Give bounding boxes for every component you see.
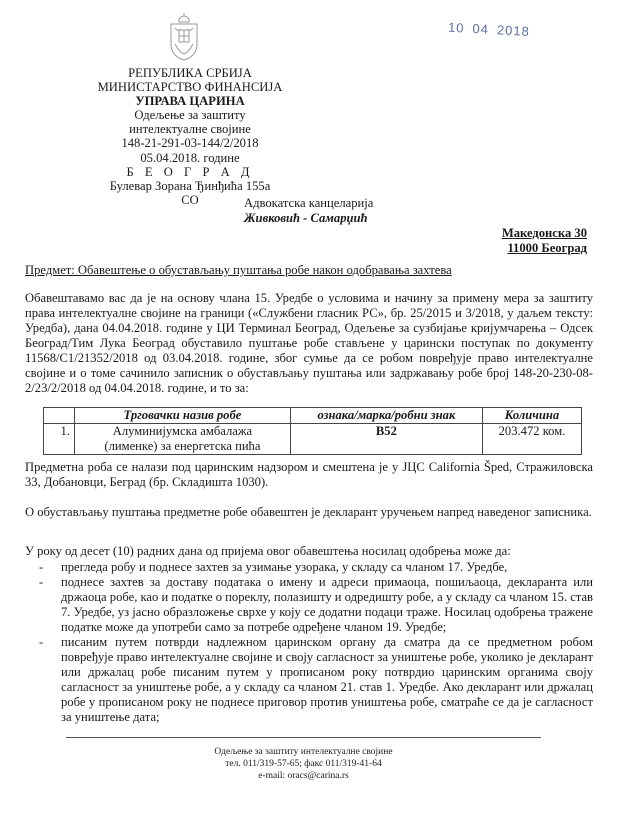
list-item: - прегледа робу и поднесе захтев за узимање узорака, у складу са чланом 17. Уредбе, [25, 560, 593, 575]
document-date: 05.04.2018. године [140, 150, 240, 165]
storage-paragraph: Предметна роба се налази под царинским надзором и смештена је у ЈЦС California Šped, Стражиловска 33, Добановци, Беград (бр. Складишта 1030). [25, 460, 593, 489]
stamp-year: 2018 [496, 22, 531, 39]
row-number: 1. [44, 424, 75, 455]
col-quantity: Количина [482, 408, 581, 424]
coat-of-arms-icon [165, 12, 203, 62]
department-line-1: Одељење за заштиту [134, 108, 246, 123]
goods-table [43, 407, 582, 455]
col-trade-name: Трговачки назив робе [75, 408, 291, 424]
list-item: - писаним путем потврди надлежном царинском органу да сматра да се предметном робом повређује право интелектуалне својине и своју сагласност за уништење робе, уколико је декларант или држалац робе писаним путем у прописаном року потврдио царинским органима своју сагласност за уништење робе, а у складу са чланом 21. став 1. Уредбе. Ако декларант или држалац робе у прописаном року не поднесе приговор против уништења робе, сматраће се да је сагласност за уништење дата; [25, 635, 593, 725]
row-mark: B52 [290, 424, 482, 455]
country-name: РЕПУБЛИКА СРБИЈА [128, 66, 252, 80]
trade-name-line-1: Алуминијумска амбалажа [112, 424, 253, 438]
trade-name-line-2: (лименке) за енергетска пића [104, 439, 261, 453]
rights-list [25, 560, 593, 725]
recipient-address [502, 226, 587, 256]
list-item: - поднесе захтев за доставу података о имену и адреси примаоца, пошиљаоца, декларанта или држаоца робе, као и податке о пореклу, полазишту и одредишту робе, а у складу са чланом 15. став 7. Уредбе, уз јасно образложење сврхе у коју се додатни подаци траже. Носилац одобрења тражене податке може да употреби само за потребе одређене чланом 19. Уредбе; [25, 575, 593, 635]
city: Б Е О Г Р А Д [126, 164, 254, 179]
administration-name: УПРАВА ЦАРИНА [135, 94, 245, 109]
recipient-city: 11000 Београд [507, 241, 587, 255]
reference-number: 148-21-291-03-144/2/2018 [121, 136, 259, 151]
recipient-name: Живковић - Самарџић [244, 211, 368, 225]
rights-intro-paragraph: У року од десет (10) радних дана од пријема овог обавештења носилац одобрења може да: [25, 544, 511, 558]
footer-phone-fax: тел. 011/319-57-65; факс 011/319-41-64 [225, 759, 382, 769]
stamp-day: 10 [447, 19, 465, 36]
department-line-2: интелектуалне својине [129, 122, 251, 137]
designation: СО [181, 192, 199, 207]
col-number [44, 408, 75, 424]
col-mark: ознака/марка/робни знак [290, 408, 482, 424]
subject-line: Предмет: Обавештење о обустављању пуштања робе након одобравања захтева [25, 263, 452, 277]
declarant-paragraph: О обустављању пуштања предметне робе обавештен је декларант уручењем напред наведеног записника. [25, 505, 592, 519]
footer-department: Одељење за заштиту интелектуалне својине [214, 747, 393, 757]
recipient-type: Адвокатска канцеларија [244, 196, 374, 210]
footer-divider [66, 737, 541, 738]
table-row [44, 424, 582, 455]
recipient-street: Македонска 30 [501, 226, 587, 240]
received-date-stamp [448, 20, 539, 40]
row-quantity: 203.472 ком. [482, 424, 581, 455]
footer [66, 746, 541, 782]
recipient-block [244, 196, 373, 226]
footer-email: e-mail: oracs@carina.rs [258, 771, 349, 781]
street-address: Булевар Зорана Ђинђића 155а [109, 178, 271, 193]
intro-paragraph: Обавештавамо вас да је на основу члана 15. Уредбе о условима и начину за примену мера за заштиту права интелектуалне својине на граници («Службени гласник РС», бр. 25/2015 и 3/2018, у даљем тексту: Уредба), дана 04.04.2018. године у ЦИ Терминал Београд, Одељење за сузбијање кријумчарења – Одсек Београд/Тим Лука Београд обуставило пуштање робе стављене у царински поступак по документу 11568/C1/21352/2018 од 03.04.2018. године, због сумње да се робом повређује право интелектуалне својине и о томе сачинило записник о обустављању пуштања или задржавању робе број 148-20-230-08-2/23/2/2018 од 04.04.2018. године, и то за: [25, 291, 593, 395]
ministry-name: МИНИСТАРСТВО ФИНАНСИЈА [97, 80, 283, 95]
letterhead [70, 66, 310, 207]
stamp-month: 04 [472, 20, 490, 37]
table-header-row [44, 408, 582, 424]
row-trade-name [75, 424, 291, 455]
